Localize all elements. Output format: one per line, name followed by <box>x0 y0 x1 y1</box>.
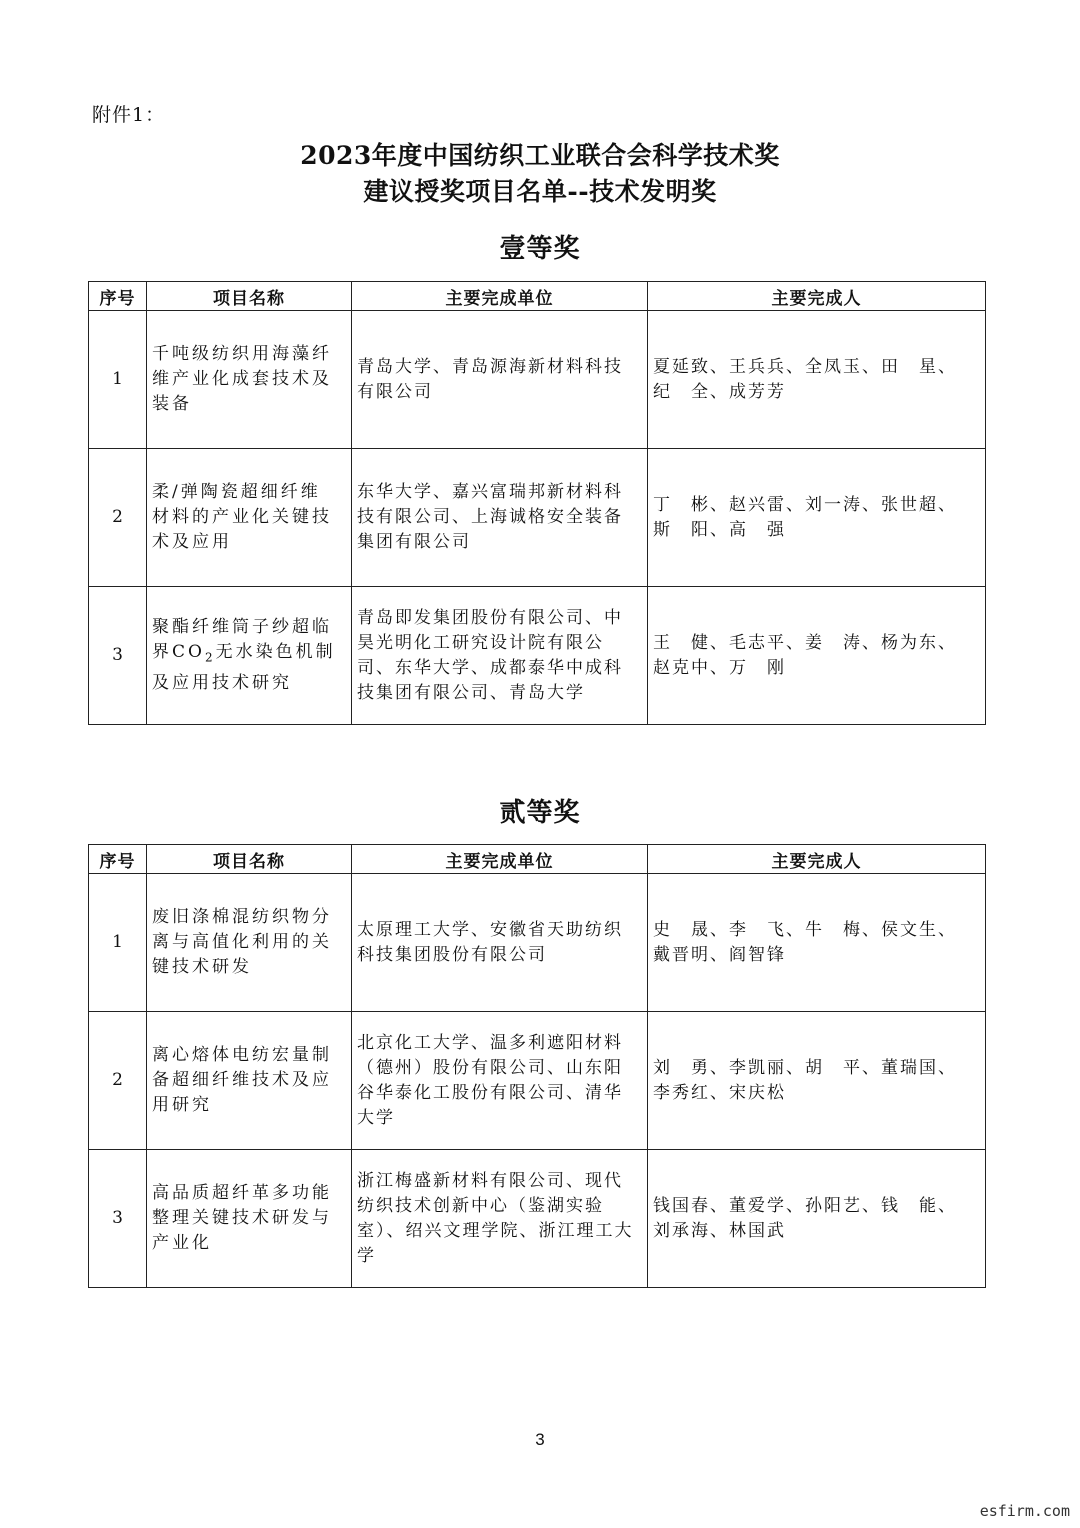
header-name: 项目名称 <box>147 845 352 874</box>
document-title-line2: 建议授奖项目名单--技术发明奖 <box>363 177 717 206</box>
header-name: 项目名称 <box>147 282 352 311</box>
row-index: 1 <box>89 874 147 1012</box>
project-name: 千吨级纺织用海藻纤维产业化成套技术及装备 <box>147 311 352 449</box>
project-name: 废旧涤棉混纺织物分离与高值化利用的关键技术研发 <box>147 874 352 1012</box>
first-prize-table <box>88 281 986 725</box>
header-persons: 主要完成人 <box>648 845 986 874</box>
row-index: 2 <box>89 449 147 587</box>
watermark: esfirm.com <box>979 1502 1070 1520</box>
second-prize-heading: 贰等奖 <box>499 798 581 828</box>
row-index: 3 <box>89 1150 147 1288</box>
table-row <box>89 449 986 587</box>
completing-persons: 史 晟、李 飞、牛 梅、侯文生、戴晋明、阎智锋 <box>648 874 986 1012</box>
header-index: 序号 <box>89 845 147 874</box>
project-name-subscript: 2 <box>204 650 216 665</box>
completing-unit: 青岛大学、青岛源海新材料科技有限公司 <box>352 311 648 449</box>
project-name-part: 聚酯纤维筒子纱超临界CO <box>152 617 332 663</box>
row-index: 2 <box>89 1012 147 1150</box>
header-unit: 主要完成单位 <box>352 845 648 874</box>
completing-unit: 太原理工大学、安徽省天助纺织科技集团股份有限公司 <box>352 874 648 1012</box>
row-index: 1 <box>89 311 147 449</box>
table-row <box>89 1150 986 1288</box>
page-number: 3 <box>535 1430 545 1449</box>
completing-unit: 青岛即发集团股份有限公司、中昊光明化工研究设计院有限公司、东华大学、成都泰华中成科技集团有限公司、青岛大学 <box>352 587 648 725</box>
second-prize-table <box>88 844 986 1288</box>
completing-persons: 王 健、毛志平、姜 涛、杨为东、赵克中、万 刚 <box>648 587 986 725</box>
table-header-row <box>89 282 986 311</box>
project-name-part: 无水染色机制及应用技术研究 <box>152 642 336 693</box>
completing-unit: 东华大学、嘉兴富瑞邦新材料科技有限公司、上海诚格安全装备集团有限公司 <box>352 449 648 587</box>
document-title-line1: 2023年度中国纺织工业联合会科学技术奖 <box>300 141 780 170</box>
header-unit: 主要完成单位 <box>352 282 648 311</box>
completing-persons: 钱国春、董爱学、孙阳艺、钱 能、刘承海、林国武 <box>648 1150 986 1288</box>
table-row <box>89 1012 986 1150</box>
completing-unit: 北京化工大学、温多利遮阳材料（德州）股份有限公司、山东阳谷华泰化工股份有限公司、清华大学 <box>352 1012 648 1150</box>
header-index: 序号 <box>89 282 147 311</box>
table-row <box>89 311 986 449</box>
table-row <box>89 874 986 1012</box>
completing-persons: 丁 彬、赵兴雷、刘一涛、张世超、斯 阳、高 强 <box>648 449 986 587</box>
completing-persons: 夏延致、王兵兵、全凤玉、田 星、纪 全、成芳芳 <box>648 311 986 449</box>
project-name <box>147 587 352 725</box>
attachment-label: 附件1： <box>92 104 166 126</box>
project-name: 高品质超纤革多功能整理关键技术研发与产业化 <box>147 1150 352 1288</box>
project-name: 离心熔体电纺宏量制备超细纤维技术及应用研究 <box>147 1012 352 1150</box>
table-header-row <box>89 845 986 874</box>
first-prize-heading: 壹等奖 <box>499 234 581 264</box>
completing-unit: 浙江梅盛新材料有限公司、现代纺织技术创新中心（鉴湖实验室）、绍兴文理学院、浙江理工大学 <box>352 1150 648 1288</box>
row-index: 3 <box>89 587 147 725</box>
table-row <box>89 587 986 725</box>
project-name: 柔/弹陶瓷超细纤维材料的产业化关键技术及应用 <box>147 449 352 587</box>
completing-persons: 刘 勇、李凯丽、胡 平、董瑞国、李秀红、宋庆松 <box>648 1012 986 1150</box>
header-persons: 主要完成人 <box>648 282 986 311</box>
